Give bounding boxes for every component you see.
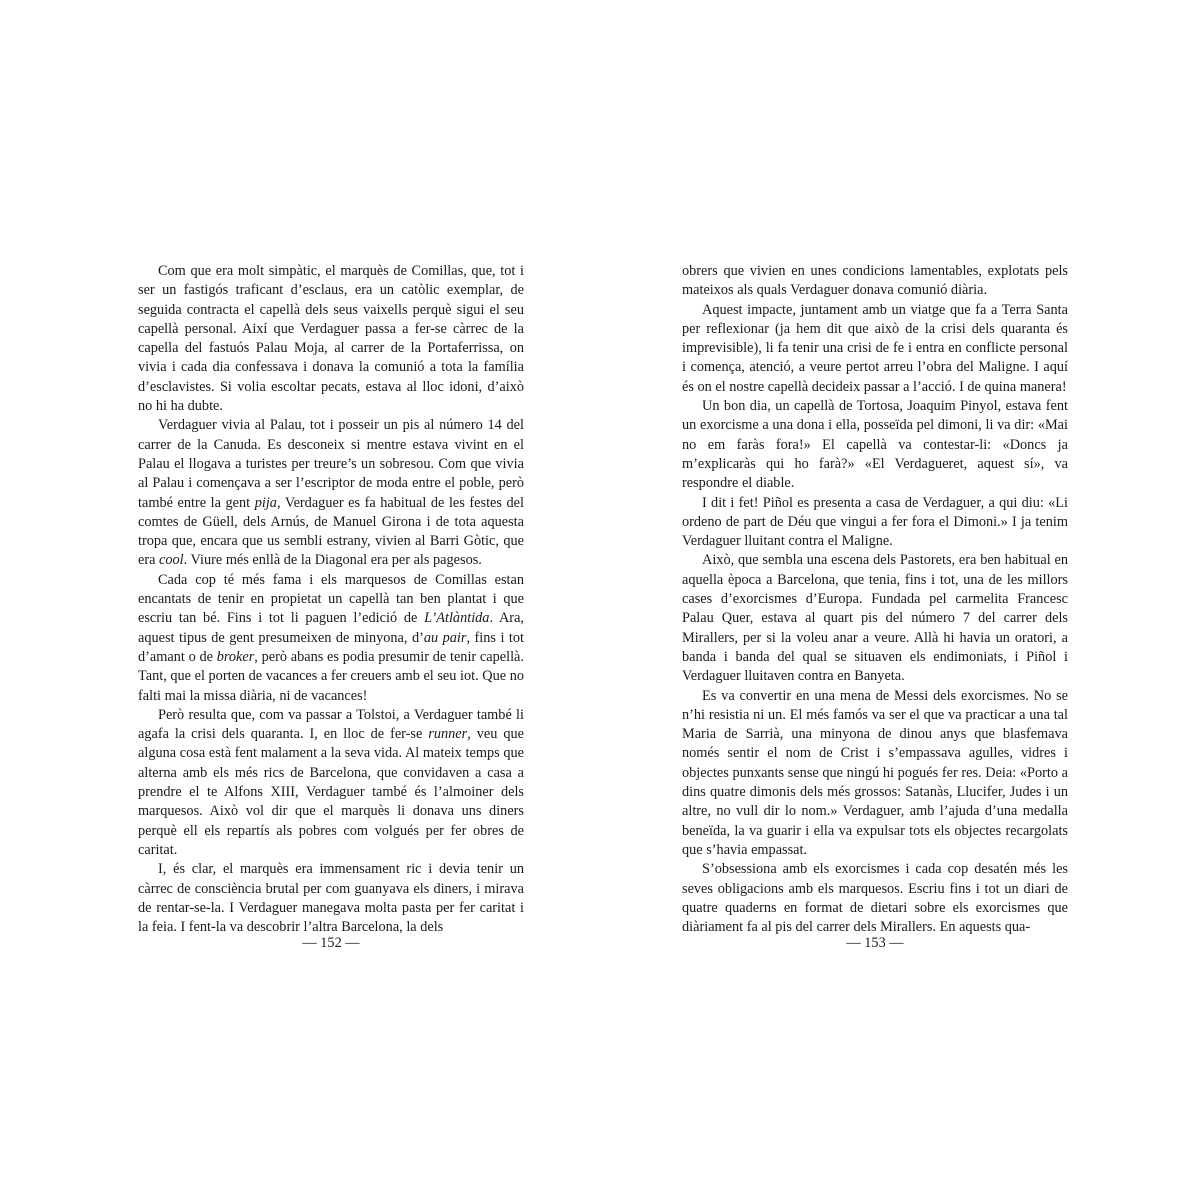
text-run: Un bon dia, un capellà de Tortosa, Joaquim Pinyol, estava fent un exorcisme a una dona i ella, posseïda pel dimoni, li va dir: «Mai no em faràs fora!» El capellà va contestar-li: «Doncs ja m’explicaràs qui ho farà?» «El Verdagueret, aquest sí», va respondre el diable. (682, 398, 1068, 492)
paragraph (138, 706, 524, 860)
text-run: , Verdaguer es fa habitual de les festes del comtes de Güell, dels Arnús, de Manuel Girona i de tota aquesta tropa que, encara que us sembli estrany, vivien al Barri Gòtic, que era (138, 494, 524, 569)
text-run: Aquest impacte, juntament amb un viatge que fa a Terra Santa per reflexionar (ja hem dit que això de la crisi dels quaranta és imprevisible), li fa tenir una crisi de fe i entra en conflicte personal i comença, atenció, a veure pertot arreu l’obra del Maligne. I aquí és on el nostre capellà decideix passar a l’acció. I de quina manera! (682, 301, 1068, 395)
italic-run: runner (428, 726, 468, 743)
left-page-number: — 152 — (302, 935, 360, 951)
text-run: I dit i fet! Piñol es presenta a casa de Verdaguer, a qui diu: «Li ordeno de part de Déu que vingui a fer fora el Dimoni.» I ja tenim Verdaguer lluitant contra el Maligne. (682, 494, 1068, 550)
paragraph (682, 860, 1068, 937)
text-run: Com que era molt simpàtic, el marquès de Comillas, que, tot i ser un fastigós traficant d’esclaus, era un catòlic exemplar, de seguida contracta el capellà dels seus vaixells perquè sigui el seu capellà personal. Així que Verdaguer passa a fer-se càrrec de la capella del fastuós Palau Moja, al carrer de la Portaferrissa, on vivia i cada dia confessava i donava la comunió a tota la família d’esclavistes. Si volia escoltar pecats, estava al lloc idoni, d’això no hi ha dubte. (138, 263, 524, 415)
right-page-text (682, 262, 1068, 937)
text-run: . Viure més enllà de la Diagonal era per als pagesos. (183, 552, 482, 569)
paragraph (682, 397, 1068, 493)
italic-run: au pair (423, 629, 467, 646)
paragraph (138, 860, 524, 937)
text-run: Es va convertir en una mena de Messi dels exorcismes. No se n’hi resistia ni un. El més famós va ser el que va practicar a una tal Maria de Sarrià, una minyona de dinou anys que blasfemava només sentir el nom de Crist i s’empassava agulles, vidres i objectes punxants sense que ningú hi pogués fer res. Deia: «Porto a dins quatre dimonis dels més grossos: Satanàs, Llucifer, Judes i un altre, no vull dir lo nom.» Verdaguer, amb l’ajuda d’una medalla beneïda, la va guarir i ella va expulsar tots els objectes recargolats que s’havia empassat. (682, 687, 1068, 858)
italic-run: broker (216, 648, 255, 665)
text-run: , fins i tot d’amant o de (138, 629, 524, 665)
text-run: Verdaguer vivia al Palau, tot i posseir un pis al número 14 del carrer de la Canuda. Es desconeix si mentre estava vivint en el Palau el llogava a turistes per treure’s un sobresou. Com que vivia al Palau i començava a ser l’escriptor de moda entre el poble, però també entre la gent (138, 417, 524, 511)
italic-run: pija (254, 494, 277, 511)
text-run: , però abans es podia presumir de tenir capellà. Tant, que el porten de vacances a fer creuers amb el seu iot. Que no falti mai la missa diària, ni de vacances! (138, 648, 524, 704)
paragraph (682, 262, 1068, 301)
paragraph (682, 494, 1068, 552)
paragraph (682, 687, 1068, 861)
text-run: Però resulta que, com va passar a Tolstoi, a Verdaguer també li agafa la crisi dels quaranta. I, en lloc de fer-se (138, 706, 524, 743)
left-page-text (138, 262, 524, 937)
paragraph (682, 301, 1068, 397)
text-run: Cada cop té més fama i els marquesos de Comillas estan encantats de tenir en propietat un capellà tan ben plantat i que escriu tan bé. Fins i tot li paguen l’edició de (138, 571, 524, 627)
text-run: I, és clar, el marquès era immensament ric i devia tenir un càrrec de consciència brutal per com guanyava els diners, i mirava de rentar-se-la. I Verdaguer manegava molta pasta per fer caritat i la feia. I fent-la va descobrir l’altra Barcelona, la dels (138, 861, 524, 936)
paragraph (682, 551, 1068, 686)
italic-run: L’Atlàntida (424, 610, 490, 627)
right-page-number: — 153 — (846, 935, 904, 951)
text-run: , veu que alguna cosa està fent malament a la seva vida. Al mateix temps que alterna amb els més rics de Barcelona, que convidaven a casa a prendre el te Alfons XIII, Verdaguer també és l’almoiner dels marquesos. Això vol dir que el marquès li donava uns diners perquè ell els repartís als pobres com volgués per fer obres de caritat. (138, 726, 524, 858)
text-run: Això, que sembla una escena dels Pastorets, era ben habitual en aquella època a Barcelona, que tenia, fins i tot, una de les millors cases d’exorcismes d’Europa. Fundada pel carmelita Francesc Palau Quer, estava al quart pis del número 7 del carrer dels Mirallers, per si la voleu anar a veure. Allà hi havia un oratori, a banda i banda del qual se situaven els endimoniats, i Piñol i Verdaguer lluitaven contra en Banyeta. (682, 552, 1068, 685)
text-run: . Ara, aquest tipus de gent presumeixen de minyona, d’ (138, 610, 524, 646)
paragraph (138, 571, 524, 706)
paragraph (138, 416, 524, 570)
left-page (138, 262, 524, 962)
text-run: S’obsessiona amb els exorcismes i cada cop desatén més les seves obligacions amb els marquesos. Escriu fins i tot un diari de quatre quaderns en format de dietari sobre els exorcismes que diàriament fa al pis del carrer dels Mirallers. En aquests qua- (682, 861, 1068, 936)
right-page (682, 262, 1068, 962)
paragraph (138, 262, 524, 416)
text-run: obrers que vivien en unes condicions lamentables, explotats pels mateixos als quals Verdaguer donava comunió diària. (682, 263, 1068, 299)
italic-run: cool (159, 552, 184, 569)
